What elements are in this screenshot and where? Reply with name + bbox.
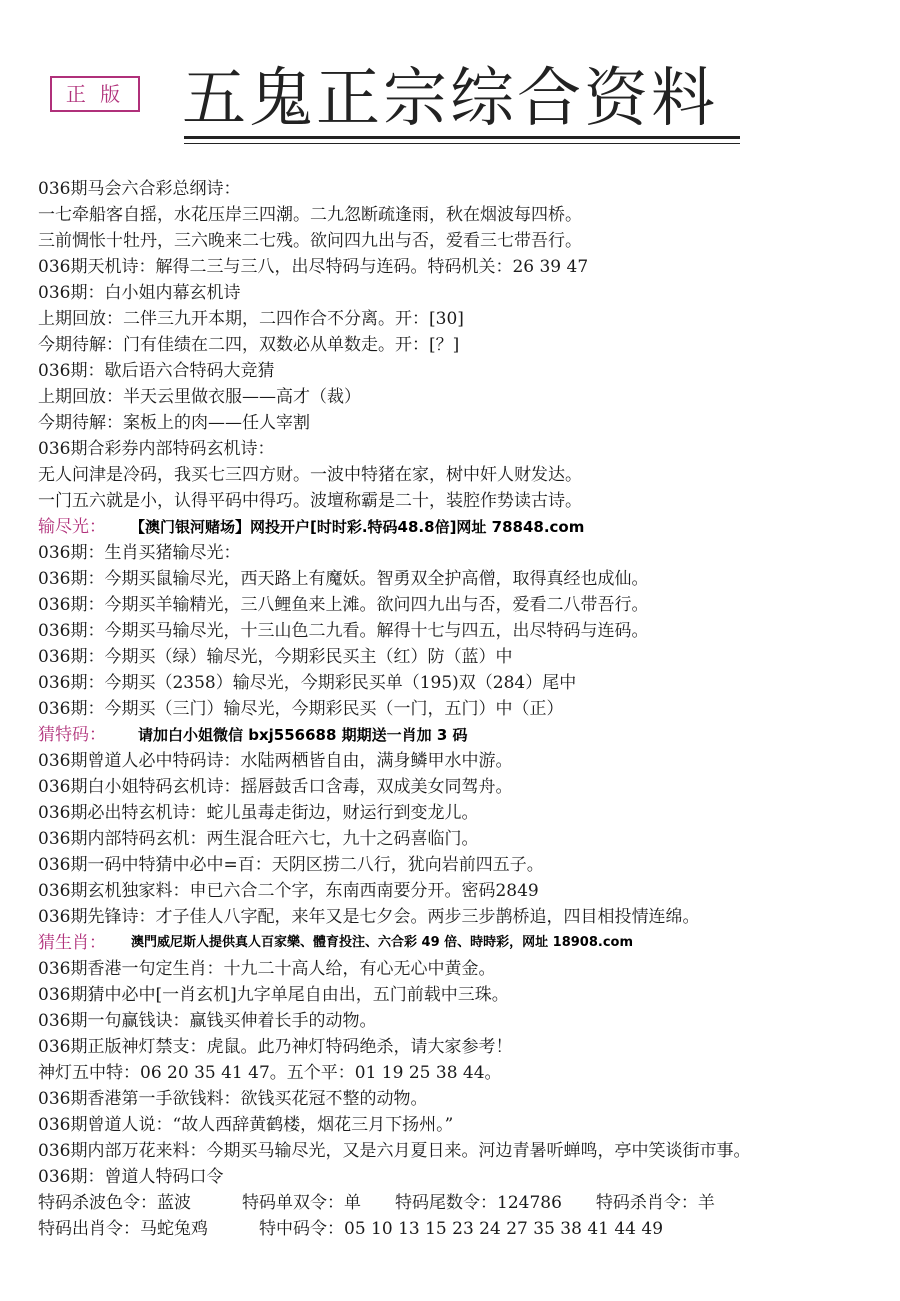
text-line: 036期马会六合彩总纲诗：	[38, 179, 241, 199]
title-underline-thin	[184, 143, 740, 144]
text-line: 036期：曾道人特码口令	[38, 1167, 224, 1187]
section-label: 猜特码：	[38, 725, 106, 745]
text-line: 036期：歇后语六合特码大竞猜	[38, 361, 275, 381]
section-guess-zodiac	[38, 930, 888, 956]
ad-banner-text: 澳門威尼斯人提供真人百家樂、體育投注、六合彩 49 倍、時時彩，网址 18908.com	[131, 935, 634, 950]
text-line: 上期回放：二伴三九开本期，二四作合不分离。开：[30]	[38, 309, 464, 329]
section-label: 输尽光：	[38, 517, 106, 537]
text-line: 神灯五中特：06 20 35 41 47。五个平：01 19 25 38 44。	[38, 1063, 502, 1083]
text-line: 今期待解：案板上的肉——任人宰割	[38, 413, 310, 433]
text-line: 036期内部万花来料：今期买马输尽光，又是六月夏日来。河边青暑听蝉鸣，亭中笑谈街市事。	[38, 1141, 751, 1161]
authentic-badge: 正 版	[50, 76, 140, 112]
text-line: 036期一码中特猜中必中=百：天阴区捞二八行，犹向岩前四五子。	[38, 855, 544, 875]
text-line: 036期曾道人说：“故人西辞黄鹤楼，烟花三月下扬州。”	[38, 1115, 454, 1135]
text-line: 特码出肖令：马蛇兔鸡 特中码令：05 10 13 15 23 24 27 35 38 41 44 49	[38, 1219, 664, 1239]
text-line: 036期香港第一手欲钱料：欲钱买花冠不整的动物。	[38, 1089, 428, 1109]
text-line: 036期必出特玄机诗：蛇儿虽毒走街边，财运行到变龙儿。	[38, 803, 479, 823]
ad-banner-text: 请加白小姐微信 bxj556688 期期送一肖加 3 码	[138, 726, 468, 744]
page-title: 五鬼正宗综合资料	[182, 62, 718, 136]
text-line: 特码杀波色令：蓝波 特码单双令：单 特码尾数令：124786 特码杀肖令：羊	[38, 1193, 715, 1213]
text-line: 036期玄机独家料：申已六合二个字，东南西南要分开。密码2849	[38, 881, 539, 901]
text-line: 036期猜中必中[一肖玄机]九字单尾自由出，五门前载中三珠。	[38, 985, 509, 1005]
text-line: 036期：生肖买猪输尽光：	[38, 543, 241, 563]
section-guess-number	[38, 722, 888, 748]
text-line: 036期：今期买（2358）输尽光，今期彩民买单（195)双（284）尾中	[38, 673, 577, 693]
text-line: 036期先锋诗：才子佳人八字配，来年又是七夕会。两步三步鹊桥追，四目相投情连绵。	[38, 907, 700, 927]
text-line: 036期：今期买羊输精光，三八鲤鱼来上滩。欲问四九出与否，爱看二八带吾行。	[38, 595, 649, 615]
text-line: 036期曾道人必中特码诗：水陆两栖皆自由，满身鳞甲水中游。	[38, 751, 513, 771]
text-line: 一七牵船客自摇，水花压岸三四潮。二九忽断疏逢雨，秋在烟波每四桥。	[38, 205, 582, 225]
text-line: 036期：今期买马输尽光，十三山色二九看。解得十七与四五，出尽特码与连码。	[38, 621, 649, 641]
text-line: 036期正版神灯禁支：虎鼠。此乃神灯特码绝杀，请大家参考！	[38, 1037, 513, 1057]
title-underline	[184, 136, 740, 139]
text-line: 036期白小姐特码玄机诗：摇唇鼓舌口含毒，双成美女同驾舟。	[38, 777, 513, 797]
text-line: 036期内部特码玄机：两生混合旺六七，九十之码喜临门。	[38, 829, 479, 849]
text-line: 一门五六就是小，认得平码中得巧。波壇称霸是二十，装腔作势读古诗。	[38, 491, 582, 511]
text-line: 036期：今期买（三门）输尽光，今期彩民买（一门，五门）中（正）	[38, 699, 564, 719]
text-line: 036期：今期买鼠输尽光，西天路上有魔妖。智勇双全护高僧，取得真经也成仙。	[38, 569, 649, 589]
text-line: 三前惆怅十牡丹，三六晚来二七残。欲问四九出与否，爱看三七带吾行。	[38, 231, 582, 251]
section-lose-all	[38, 514, 888, 540]
text-line: 今期待解：门有佳绩在二四，双数必从单数走。开：[？]	[38, 335, 460, 355]
text-line: 036期香港一句定生肖：十九二十高人给，有心无心中黄金。	[38, 959, 496, 979]
section-label: 猜生肖：	[38, 933, 106, 953]
text-line: 无人问津是冷码，我买七三四方财。一波中特猪在家，树中奸人财发达。	[38, 465, 582, 485]
ad-banner-text: 【澳门银河赌场】网投开户[时时彩.特码48.8倍]网址 78848.com	[130, 518, 585, 536]
text-line: 036期：白小姐内幕玄机诗	[38, 283, 241, 303]
text-line: 036期天机诗：解得二三与三八，出尽特码与连码。特码机关：26 39 47	[38, 257, 589, 277]
text-line: 上期回放：半天云里做衣服——高才（裁）	[38, 387, 361, 407]
document-body	[38, 176, 888, 1242]
text-line: 036期一句赢钱诀：赢钱买伸着长手的动物。	[38, 1011, 377, 1031]
text-line: 036期：今期买（绿）输尽光，今期彩民买主（红）防（蓝）中	[38, 647, 513, 667]
text-line: 036期合彩券内部特码玄机诗：	[38, 439, 275, 459]
